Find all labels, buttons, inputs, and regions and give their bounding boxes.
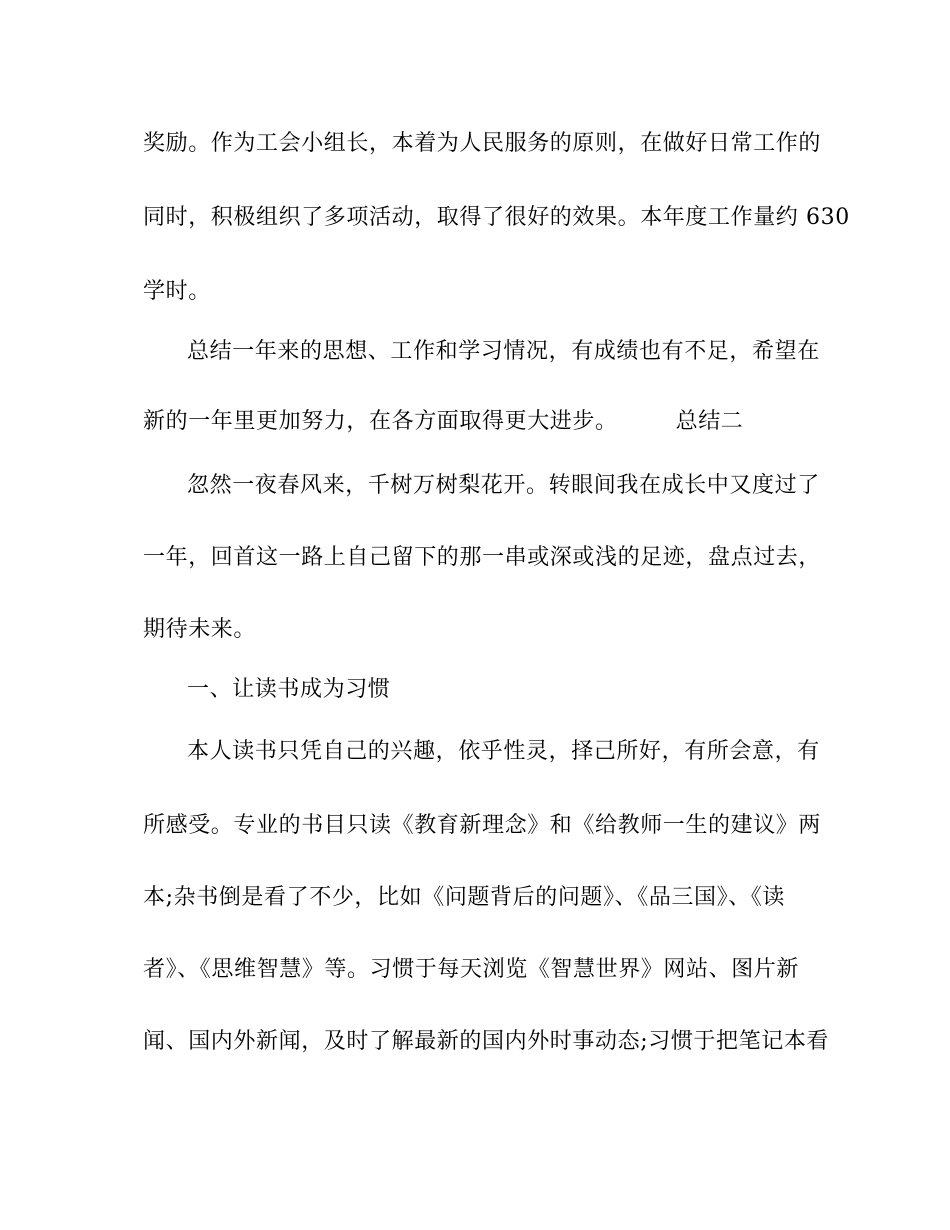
paragraph-first-line: 忽然一夜春风来，千树万树梨花开。转眼间我在成长中又度过了 [187,473,820,498]
section-heading: 一、让读书成为习惯 [187,677,391,702]
text-line: 新的一年里更加努力，在各方面取得更大进步。 [143,409,618,434]
text-line-with-heading [143,407,743,437]
text-line: 同时，积极组织了多项活动，取得了很好的效果。本年度工作量约 630 [143,205,850,230]
text-line: 所感受。专业的书目只读《教育新理念》和《给教师一生的建议》两 [143,813,822,838]
paragraph-first-line: 本人读书只凭自己的兴趣，依乎性灵，择己所好，有所会意，有 [187,739,820,764]
text-line: 奖励。作为工会小组长，本着为人民服务的原则，在做好日常工作的 [143,131,822,156]
text-line: 学时。 [143,279,211,304]
paragraph-first-line: 总结一年来的思想、工作和学习情况，有成绩也有不足，希望在 [187,339,820,364]
text-line: 者》、《思维智慧》等。习惯于每天浏览《智慧世界》网站、图片新 [143,957,800,982]
text-line: 一年，回首这一路上自己留下的那一串或深或浅的足迹，盘点过去， [143,545,822,570]
text-line: 本;杂书倒是看了不少，比如《问题背后的问题》、《品三国》、《读 [143,885,786,910]
text-line: 闻、国内外新闻，及时了解最新的国内外时事动态;习惯于把笔记本看 [143,1029,830,1054]
section-heading: 总结二 [675,409,744,434]
text-line: 期待未来。 [143,617,257,642]
